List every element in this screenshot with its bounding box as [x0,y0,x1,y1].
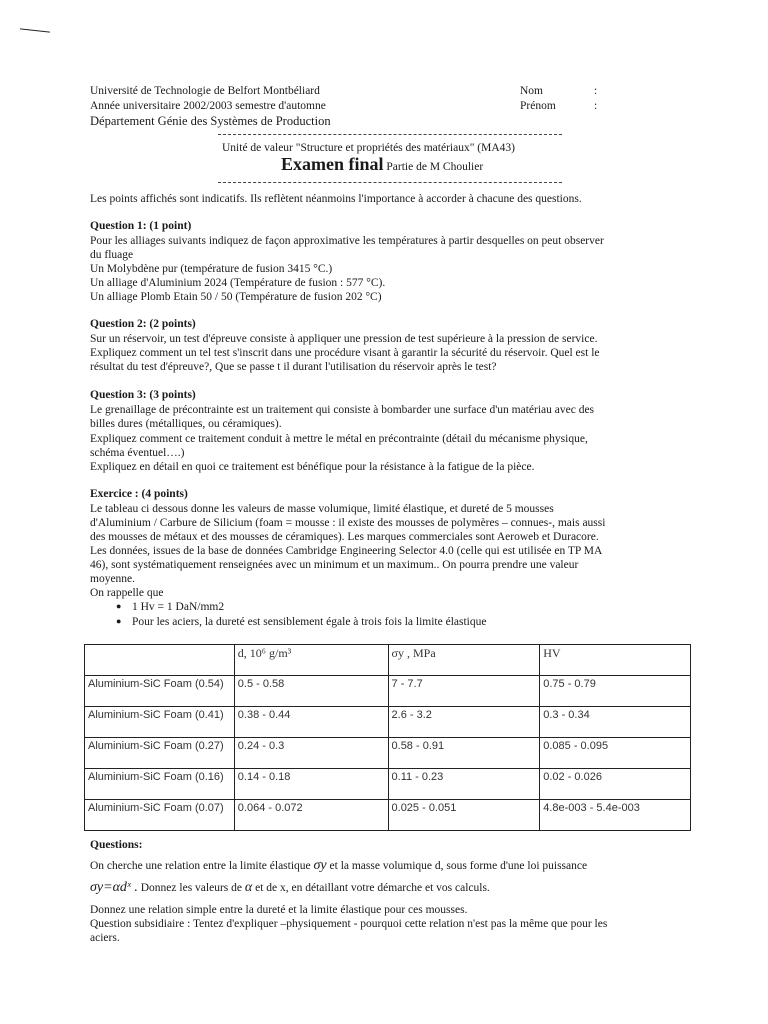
table-cell: 0.085 - 0.095 [540,738,691,769]
prenom-colon: : [594,100,598,112]
q3-line: billes dures (métalliques, ou céramiques). [90,418,282,430]
q1-line: Un alliage Plomb Etain 50 / 50 (Température de fusion 202 °C) [90,291,382,303]
table-header-cell [85,645,235,676]
questions-text: et la masse volumique d, sous forme d'une loi puissance [329,860,588,872]
table-cell: 0.11 - 0.23 [388,769,540,800]
foam-data-table [84,644,691,831]
list-item-text: Pour les aciers, la dureté est sensiblement égale à trois fois la limite élastique [132,616,487,628]
table-row [85,676,691,707]
questions-line-4: Question subsidiaire : Tentez d'expliquer –physiquement - pourquoi cette relation n'est pas la même que pour les [90,918,608,930]
q3-line: Le grenaillage de précontrainte est un traitement qui consiste à bombarder une surface d'un matériau avec des [90,404,595,416]
questions-text: et de x, en détaillant votre démarche et vos calculs. [255,882,490,894]
questions-line-3: Donnez une relation simple entre la dureté et la limite élastique pour ces mousses. [90,904,468,916]
table-header-cell: d, 10⁶ g/m³ [234,645,388,676]
nom-colon: : [594,85,598,97]
exercise-line: On rappelle que [90,587,164,599]
nom-label: Nom [520,85,543,97]
bottom-divider [218,182,562,183]
table-header-row [85,645,691,676]
q2-line: résultat du test d'épreuve?, Que se passe t il durant l'utilisation du réservoir après le test? [90,361,497,373]
q3-line: Expliquez comment ce traitement conduit à mettre le métal en précontrainte (détail du mécanisme physique, [90,433,588,445]
table-row [85,800,691,831]
pen-mark [20,28,50,32]
table-cell: 0.02 - 0.026 [540,769,691,800]
table-cell: Aluminium-SiC Foam (0.07) [85,800,235,831]
exercise-heading: Exercice : (4 points) [90,488,188,500]
q2-line: Sur un réservoir, un test d'épreuve consiste à appliquer une pression de test supérieure à la pression de service. [90,333,598,345]
alpha-symbol: α [244,880,253,895]
q2-heading: Question 2: (2 points) [90,318,196,330]
exam-title-part: Partie de M Choulier [386,161,484,173]
questions-line-5: aciers. [90,932,120,944]
bullet-icon: ● [116,601,122,611]
table-cell: 0.3 - 0.34 [540,707,691,738]
q1-line: Pour les alliages suivants indiquez de façon approximative les températures à partir desquelles on peut observer [90,235,604,247]
q3-line: Expliquez en détail en quoi ce traitement est bénéfique pour la résistance à la fatigue de la pièce. [90,461,535,473]
q3-heading: Question 3: (3 points) [90,389,196,401]
university-name: Université de Technologie de Belfort Montbéliard [90,85,320,97]
table-header-cell: σy , MPa [388,645,540,676]
exercise-line: moyenne. [90,573,136,585]
exam-title [281,154,484,174]
table-cell: 0.064 - 0.072 [234,800,388,831]
sigma-y-symbol: σy [313,858,327,873]
q2-line: Expliquez comment un tel test s'inscrit dans une procédure visant à garantir la sécurité du réservoir. Quel est le [90,347,600,359]
table-row [85,769,691,800]
list-item [102,616,486,631]
table-cell: 2.6 - 3.2 [388,707,540,738]
exercise-line: des mousses de métaux et des mousses de céramiques). Les marques commerciales sont Aeroweb et Duracore. [90,531,599,543]
table-cell: Aluminium-SiC Foam (0.27) [85,738,235,769]
reminder-list [102,601,486,631]
list-item [102,601,486,616]
q1-line: du fluage [90,249,134,261]
table-header-cell: HV [540,645,691,676]
table-cell: Aluminium-SiC Foam (0.16) [85,769,235,800]
table-cell: Aluminium-SiC Foam (0.54) [85,676,235,707]
table-cell: 4.8e-003 - 5.4e-003 [540,800,691,831]
top-divider [218,134,562,135]
q1-heading: Question 1: (1 point) [90,220,192,232]
list-item-text: 1 Hv = 1 DaN/mm2 [132,601,225,613]
questions-heading: Questions: [90,839,143,851]
prenom-label: Prénom [520,100,556,112]
table-cell: 0.025 - 0.051 [388,800,540,831]
table-cell: 0.58 - 0.91 [388,738,540,769]
q1-line: Un alliage d'Aluminium 2024 (Température de fusion : 577 °C). [90,277,386,289]
bullet-icon: ● [116,616,122,626]
questions-text: Donnez les valeurs de [140,882,242,894]
exercise-line: Les données, issues de la base de données Cambridge Engineering Selector 4.0 (celle qui est utilisée en TP MA [90,545,603,557]
table-cell: 0.75 - 0.79 [540,676,691,707]
table-cell: 0.14 - 0.18 [234,769,388,800]
exercise-line: d'Aluminium / Carbure de Silicium (foam = mousse : il existe des mousses de polymères – connues-, mais aussi [90,517,606,529]
table-cell: 7 - 7.7 [388,676,540,707]
course-title: Unité de valeur "Structure et propriétés des matériaux" (MA43) [222,142,515,154]
exercise-line: 46), sont systématiquement renseignées avec un minimum et un maximum.. On pourra prendre une valeur [90,559,579,571]
table-cell: Aluminium-SiC Foam (0.41) [85,707,235,738]
questions-line-1 [90,859,587,873]
table-cell: 0.24 - 0.3 [234,738,388,769]
power-law-formula: σy=αdˣ . [90,880,138,895]
academic-year: Année universitaire 2002/2003 semestre d'automne [90,100,326,112]
q3-line: schéma éventuel….) [90,447,185,459]
intro-text: Les points affichés sont indicatifs. Ils reflètent néanmoins l'importance à accorder à chacune des questions. [90,193,582,205]
table-row [85,707,691,738]
table-cell: 0.5 - 0.58 [234,676,388,707]
exam-title-main: Examen final [281,154,384,174]
questions-text: On cherche une relation entre la limite élastique [90,860,311,872]
table-cell: 0.38 - 0.44 [234,707,388,738]
department-name: Département Génie des Systèmes de Production [90,114,331,128]
table-row [85,738,691,769]
q1-line: Un Molybdène pur (température de fusion 3415 °C.) [90,263,333,275]
questions-line-2 [90,881,490,895]
exercise-line: Le tableau ci dessous donne les valeurs de masse volumique, limité élastique, et dureté de 5 mousses [90,503,554,515]
